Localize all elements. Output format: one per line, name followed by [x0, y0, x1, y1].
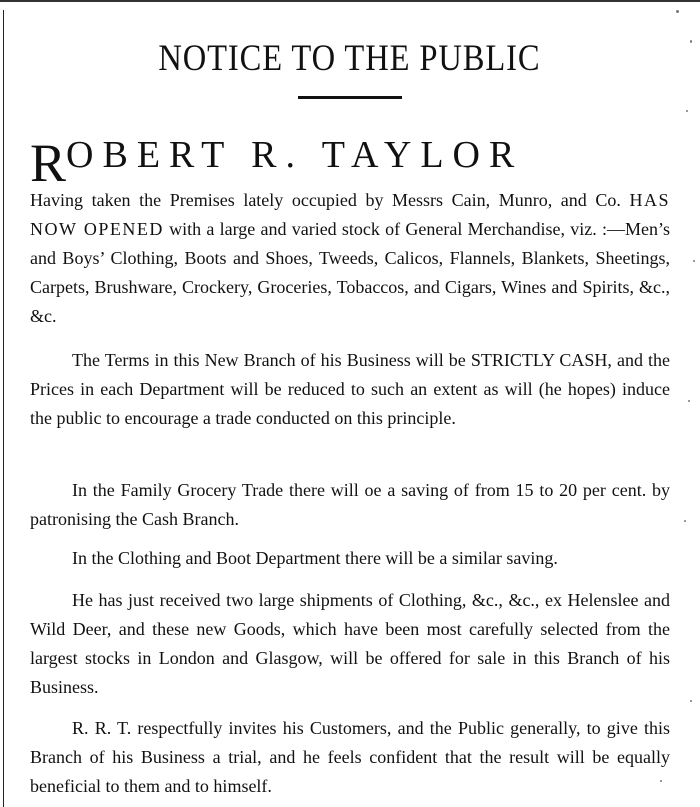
- invitation-paragraph: R. R. T. respectfully invites his Customers, and the Public generally, to give this Branch of his Business a trial, and he feels confident that the result will be equally beneficial to them and to himself.: [30, 718, 670, 796]
- intro-paragraph: [30, 186, 670, 331]
- print-speck: [688, 400, 690, 402]
- intro-line: Having taken the Premises lately occupied by Messrs Cain, Munro, and Co.: [30, 190, 621, 210]
- print-speck: [690, 40, 692, 43]
- merchant-name-rest: OBERT R. TAYLOR: [66, 134, 524, 176]
- terms-paragraph: The Terms in this New Branch of his Business will be STRICTLY CASH, and the Prices in each Department will be reduced to such an extent as will (he hopes) induce the public to encourage a trade conducted on this principle.: [30, 350, 670, 428]
- title-divider: [298, 96, 402, 99]
- print-speck: [660, 780, 662, 782]
- has-now-opened: HAS NOW OPENED: [30, 190, 670, 239]
- grocery-paragraph: In the Family Grocery Trade there will oe a saving of from 15 to 20 per cent. by patronising the Cash Branch.: [30, 480, 670, 529]
- merchant-name: [30, 133, 670, 193]
- merchandise-list: with a large and varied stock of General Merchandise, viz. :—Men’s and Boys’ Clothing, Boots and Shoes, Tweeds, Calicos, Flannels, Blankets, Sheetings, Carpets, Brushware, Crockery, Groceries, Tobaccos, and Cigars, Wines and Spirits, &c., &c.: [30, 219, 670, 326]
- clothing-paragraph: In the Clothing and Boot Department there will be a similar saving.: [72, 548, 558, 568]
- print-speck: [676, 10, 679, 13]
- print-speck: [686, 110, 688, 112]
- merchant-initial: R: [30, 133, 67, 193]
- shipments-paragraph: He has just received two large shipments of Clothing, &c., &c., ex Helenslee and Wild Deer, and these new Goods, which have been most carefully selected from the largest stocks in London and Glasgow, will be offered for sale in this Branch of his Business.: [30, 590, 670, 697]
- notice-title: NOTICE TO THE PUBLIC: [158, 37, 541, 79]
- print-speck: [690, 700, 692, 702]
- print-speck: [693, 260, 695, 262]
- left-column-rule: [3, 10, 4, 807]
- print-speck: [684, 520, 686, 522]
- top-border-rule: [0, 0, 700, 2]
